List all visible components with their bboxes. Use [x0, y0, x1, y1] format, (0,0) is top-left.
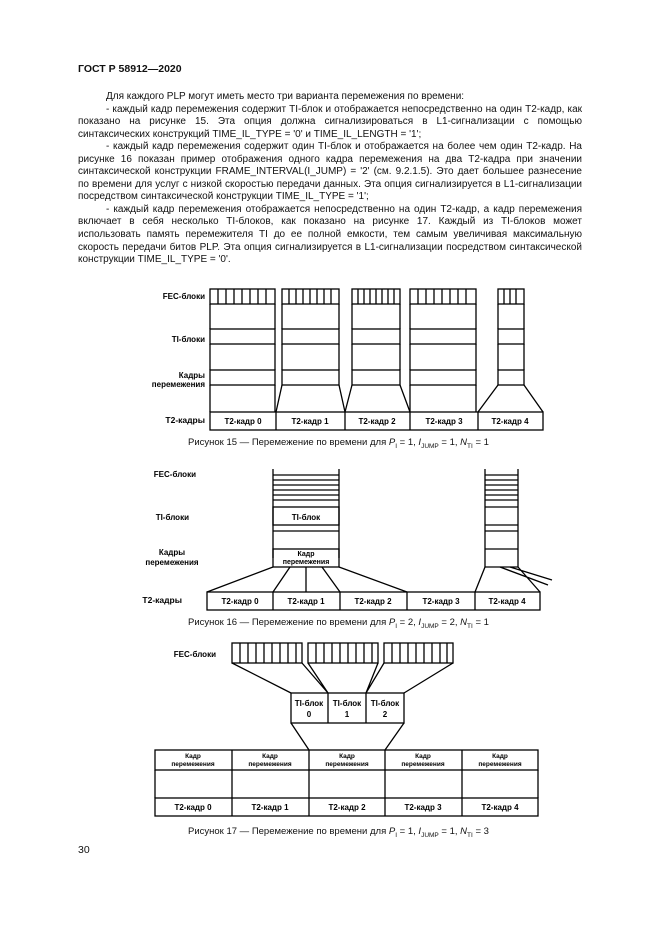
paragraph: - каждый кадр перемежения содержит TI-блок и отображается непосредственно на один T2-кадр, как показано на рисунке 15. Эта опция должна сигнализироваться в L1-сигнализации с помощью синтаксических конструкций TIME_IL_TYPE = '0' и TIME_IL_LENGTH = '1'; — [78, 103, 582, 140]
ti-block-label: TI-блок — [370, 699, 400, 708]
interleaving-frames-label: перемежения — [151, 380, 205, 389]
figure-15-caption: Рисунок 15 — Перемежение по времени для $P_I = 1$, $I_{JUMP} = 1$, $N_{TI} = 1$ — [188, 437, 489, 450]
ti-blocks-label: TI-блоки — [155, 513, 189, 522]
ti-block-label: TI-блок — [294, 699, 324, 708]
ti-block-label: 2 — [382, 710, 388, 719]
fec-block-group — [384, 643, 453, 663]
page-number: 30 — [78, 844, 90, 856]
t2-frame-label: T2-кадр 1 — [251, 803, 289, 812]
fec-block-group — [232, 643, 302, 663]
ti-block-label: TI-блок — [332, 699, 362, 708]
t2-frames-label: T2-кадры — [142, 595, 182, 605]
fec-block-column — [210, 289, 275, 412]
figure-17 — [155, 643, 538, 816]
fec-blocks-label: FEC-блоки — [173, 650, 216, 659]
t2-frame-label: T2-кадр 4 — [481, 803, 519, 812]
t2-frames-label: T2-кадры — [165, 415, 205, 425]
interleaving-frame-label: перемежения — [248, 761, 292, 768]
interleaving-frame-label: перемежения — [325, 761, 369, 768]
interleaving-frame-label: Кадр — [339, 753, 355, 760]
t2-frame-label: T2-кадр 3 — [425, 417, 463, 426]
paragraph: Для каждого PLP могут иметь место три варианта перемежения по времени: — [106, 91, 465, 102]
t2-frame-label: T2-кадр 2 — [358, 417, 396, 426]
interleaving-frame-label: Кадр — [415, 753, 431, 760]
figure-17-caption: Рисунок 17 — Перемежение по времени для $P_I = 1$, $I_{JUMP} = 1$, $N_{TI} = 3$ — [188, 826, 489, 839]
t2-frame-label: T2-кадр 2 — [328, 803, 366, 812]
t2-frame-label: T2-кадр 4 — [491, 417, 529, 426]
ti-block-label: 1 — [344, 710, 350, 719]
t2-frame-label: T2-кадр 2 — [354, 597, 392, 606]
interleaving-frame-label: перемежения — [171, 761, 215, 768]
interleaving-frame-label: Кадр — [185, 753, 201, 760]
t2-frame-label: T2-кадр 1 — [291, 417, 329, 426]
ti-blocks-label: TI-блоки — [171, 335, 205, 344]
paragraph: - каждый кадр перемежения отображается непосредственно на один T2-кадр, а кадр перемежения включает в себя несколько TI-блоков, как показано на рисунке 17. Каждый из TI-блоков может использовать память перемежителя TI до ее полной емкости, тем самым увеличивая максимальную скорость передачи битов PLP. Эта опция сигнализируется в L1-сигнализации посредством синтаксической конструкции TIME_IL_TYPE = '0'. — [78, 203, 582, 266]
fec-blocks-label: FEC-блоки — [153, 470, 196, 479]
interleaving-frame-label: перемежения — [401, 761, 445, 768]
interleaving-frame-label: перемежения — [478, 761, 522, 768]
fec-blocks-label: FEC-блоки — [162, 292, 205, 301]
fec-block-group — [308, 643, 378, 663]
document-code: ГОСТ Р 58912—2020 — [78, 63, 182, 75]
ti-block-label: TI-блок — [291, 513, 321, 522]
figure-16 — [142, 469, 552, 610]
interleaving-frame-label: перемежения — [282, 559, 330, 566]
interleaving-frame-label: Кадр — [262, 753, 278, 760]
interleaving-frame-label: Кадр — [297, 551, 315, 558]
paragraph: - каждый кадр перемежения содержит один TI-блок и отображается на более чем один T2-кадр. На рисунке 16 показан пример отображения одного кадра перемежения на два T2-кадра при значении синтаксической конструкции FRAME_INTERVAL(I_JUMP) = '2' (см. 9.2.1.5). Это дает большее разнесение по времени для услуг с низкой скоростью передачи данных. Эта опция сигнализируется в L1-сигнализации посредством синтаксической конструкции TIME_IL_TYPE = '1'; — [78, 141, 582, 203]
t2-frame-label: T2-кадр 3 — [404, 803, 442, 812]
t2-frame-label: T2-кадр 0 — [174, 803, 212, 812]
t2-frame-label: T2-кадр 0 — [224, 417, 262, 426]
t2-frame-label: T2-кадр 3 — [422, 597, 460, 606]
t2-frame-label: T2-кадр 1 — [287, 597, 325, 606]
t2-frame-label: T2-кадр 4 — [488, 597, 526, 606]
figure-15 — [152, 289, 543, 430]
interleaving-frames-label: перемежения — [145, 558, 199, 567]
interleaving-frame-label: Кадр — [492, 753, 508, 760]
interleaving-frames-label: Кадры — [158, 548, 186, 557]
fec-block-column — [345, 289, 410, 412]
ti-block-label: 0 — [306, 710, 312, 719]
fec-block-column — [276, 289, 345, 412]
fec-block-column — [410, 289, 476, 412]
fec-block-column — [478, 289, 543, 412]
interleaving-frames-label: Кадры — [178, 371, 205, 380]
t2-frame-label: T2-кадр 0 — [221, 597, 259, 606]
figure-16-caption: Рисунок 16 — Перемежение по времени для $P_I = 2$, $I_{JUMP} = 2$, $N_{TI} = 1$ — [188, 617, 489, 630]
